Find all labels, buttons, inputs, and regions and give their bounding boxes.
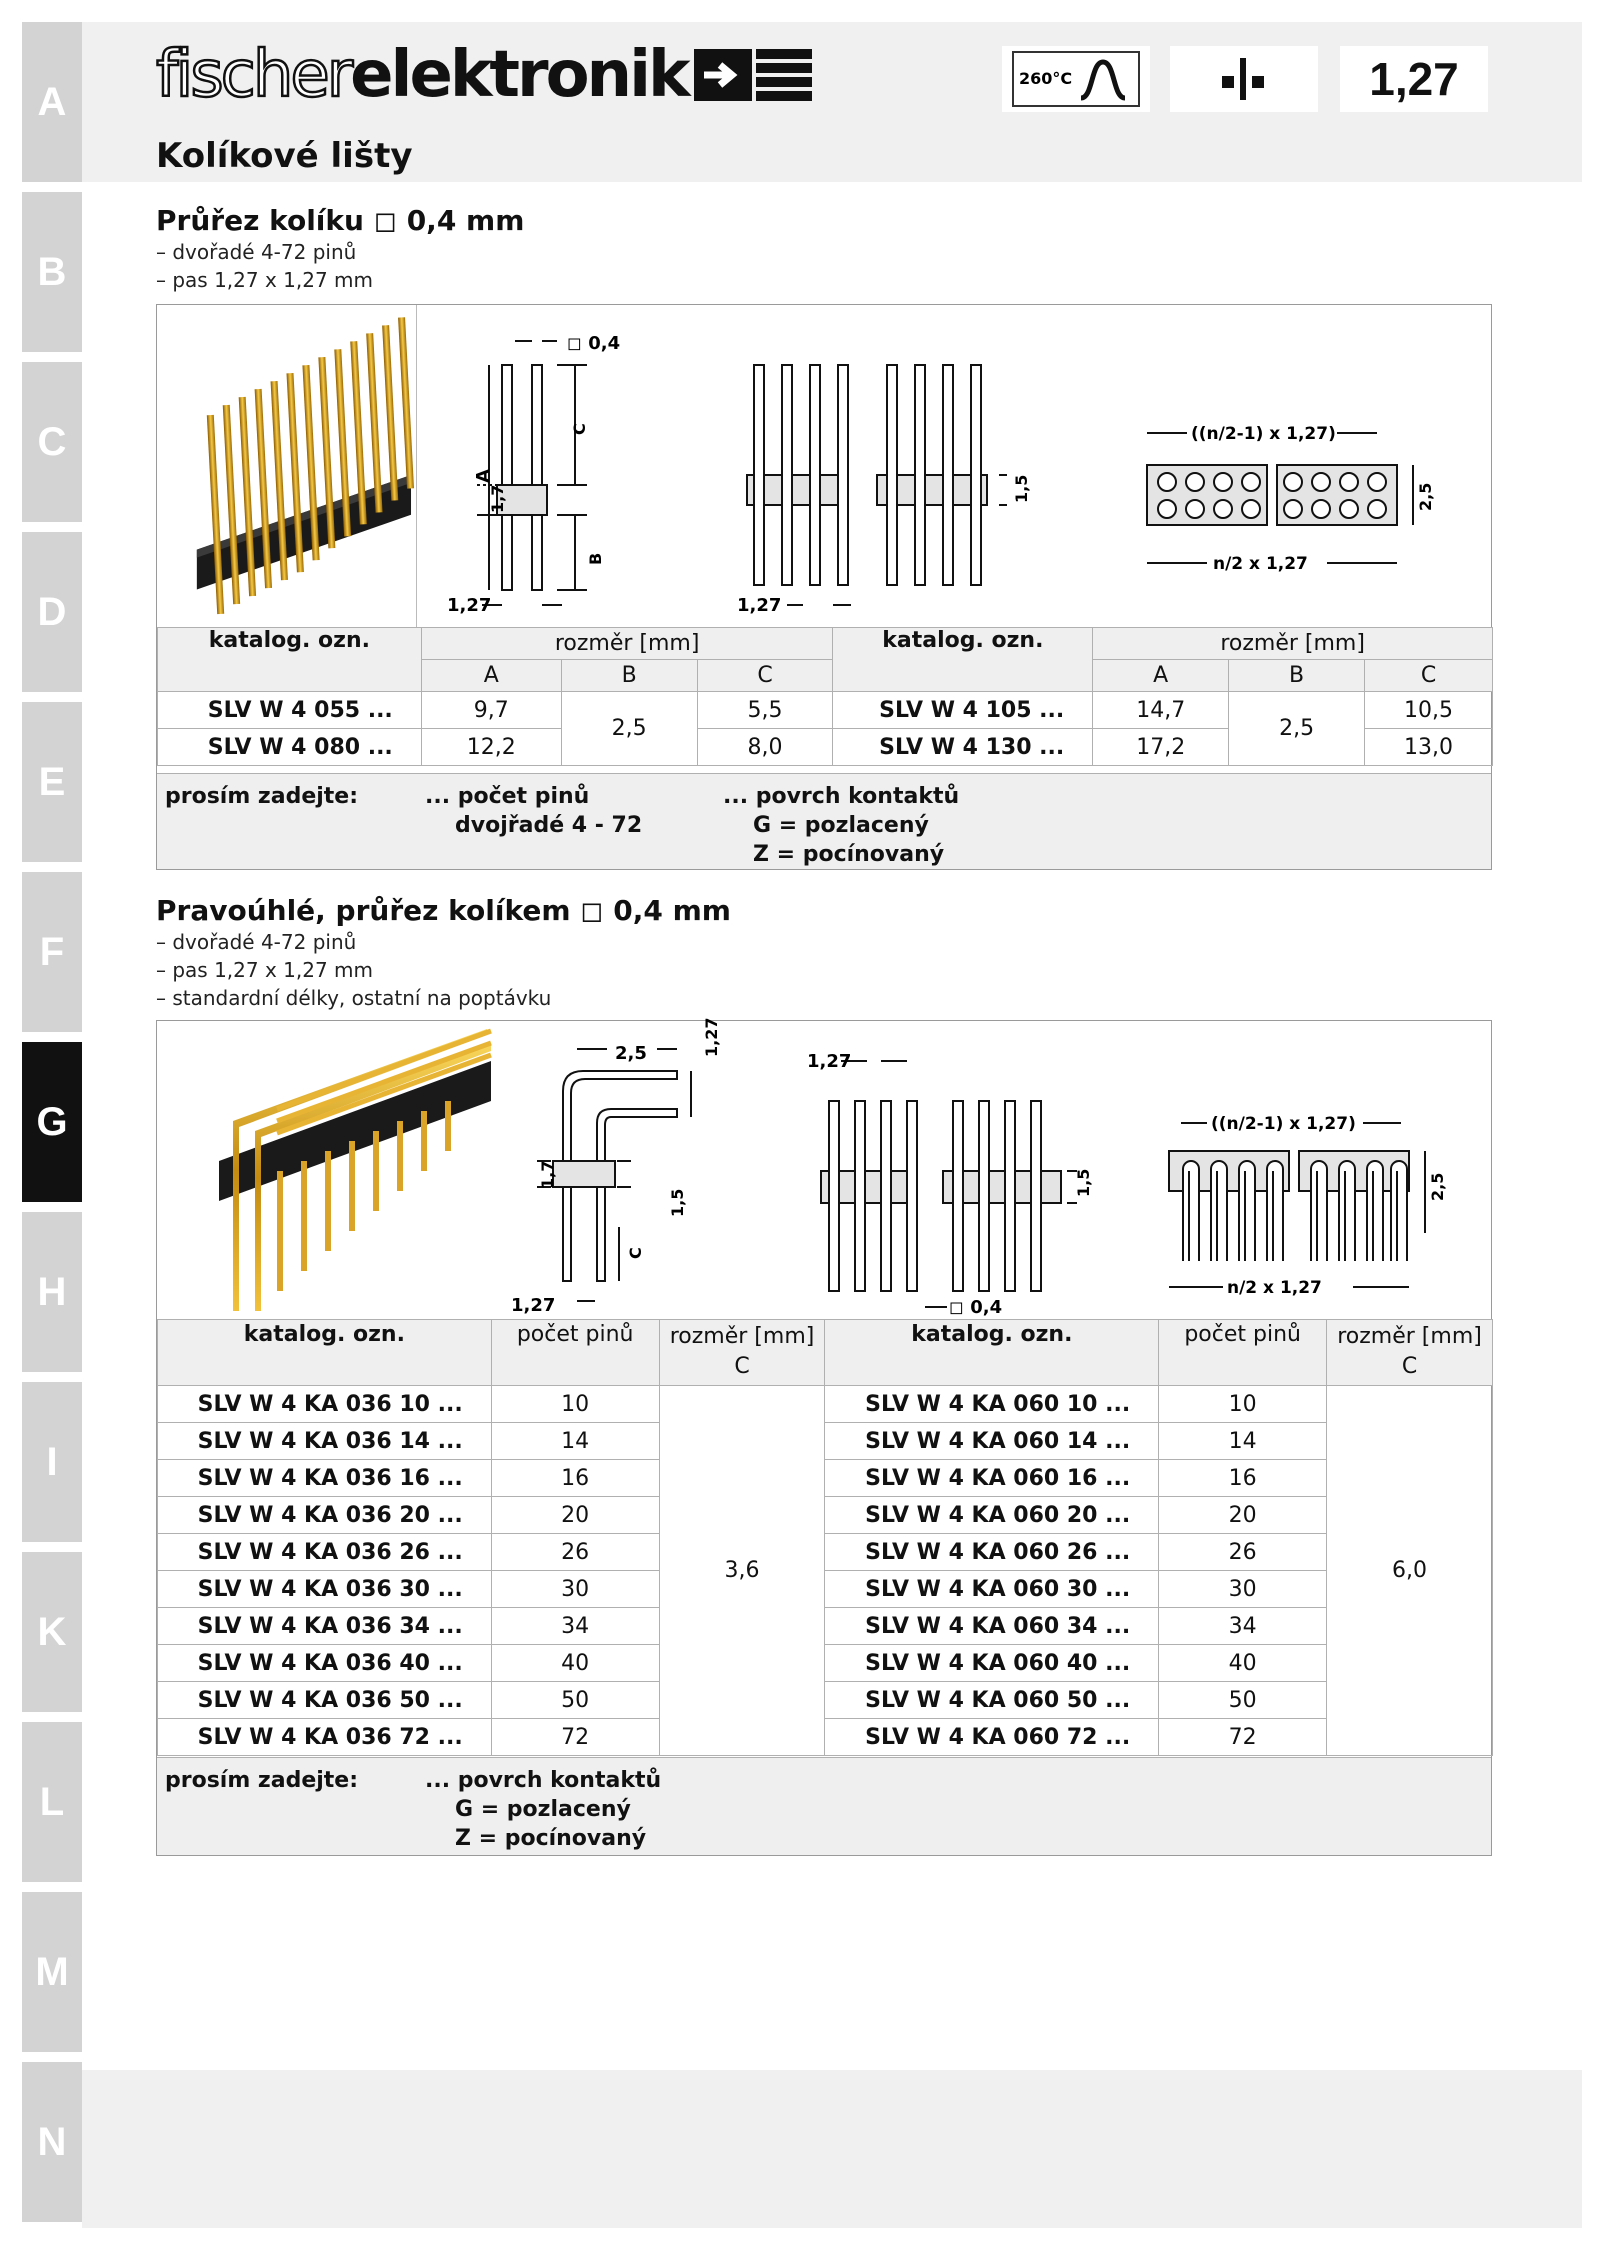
table-row [158,1534,1493,1571]
col-header-b: B [561,660,697,692]
pin-count: 14 [491,1423,659,1460]
mounting-badge [1170,46,1318,112]
table-row [158,1571,1493,1608]
table-row [158,1608,1493,1645]
catalog-number: SLV W 4 KA 060 14 ... [825,1423,1159,1460]
svg-text:260°C: 260°C [1019,69,1073,88]
section1-table [157,627,1493,766]
dim-c-value: 6,0 [1327,1386,1493,1756]
temperature-badge [1002,46,1150,112]
side-tab-k[interactable]: K [22,1552,82,1712]
catalog-number: SLV W 4 KA 036 14 ... [158,1423,492,1460]
depth-label: 2,5 [1416,482,1435,511]
catalog-number: SLV W 4 KA 060 16 ... [825,1460,1159,1497]
table-row [158,1497,1493,1534]
dim-127-vertical-label: 1,27 [702,1017,721,1057]
pitch2-label: 1,27 [737,595,782,616]
catalog-number: SLV W 4 KA 060 30 ... [825,1571,1159,1608]
dim-c-value: 13,0 [1365,729,1493,766]
section2-bullet: – dvořadé 4-72 pinů [156,930,357,954]
pitch-badge [1340,46,1488,112]
catalog-number: SLV W 4 130 ... [833,729,1093,766]
order-note-line: ... povrch kontaktů [425,1768,662,1793]
col-header-dimension [1327,1320,1493,1386]
col-header-catalog: katalog. ozn. [158,628,422,692]
side-tab-g[interactable]: G [22,1042,82,1202]
pin-count: 34 [491,1608,659,1645]
pin-count: 20 [491,1497,659,1534]
col-header-c: C [734,1354,750,1379]
dim-15-label: 1,5 [668,1188,687,1217]
side-tab-m[interactable]: M [22,1892,82,2052]
width-label: n/2 x 1,27 [1213,554,1308,574]
dim-17-label: 1,7 [488,484,507,513]
dim-17-label: 1,7 [538,1160,557,1189]
section2-box [156,1017,1492,1856]
col-header-catalog: katalog. ozn. [833,628,1093,692]
pin-count: 14 [1159,1423,1327,1460]
section1-title: Průřez kolíku ◻ 0,4 mm [156,204,525,237]
col-header-dimension-label: rozměr [mm] [669,1324,815,1349]
catalog-number: SLV W 4 080 ... [158,729,422,766]
col-header-b: B [1229,660,1365,692]
catalog-number: SLV W 4 KA 036 50 ... [158,1682,492,1719]
section2-bullets [156,928,551,1012]
order-note-line: dvojřadé 4 - 72 [455,813,643,838]
side-tab-c[interactable]: C [22,362,82,522]
section2-bullet: – pas 1,27 x 1,27 mm [156,958,374,982]
pin-count: 40 [1159,1645,1327,1682]
side-tab-h[interactable]: H [22,1212,82,1372]
table-row [158,1423,1493,1460]
catalog-number: SLV W 4 KA 060 40 ... [825,1645,1159,1682]
catalog-number: SLV W 4 KA 036 20 ... [158,1497,492,1534]
col-header-dimension [659,1320,825,1386]
col-header-a: A [1093,660,1229,692]
dim-c-value: 8,0 [697,729,833,766]
side-view-drawing [447,325,657,625]
section1-bullets [156,238,373,294]
side-tab-d[interactable]: D [22,532,82,692]
right-angle-header-photo [157,1021,491,1319]
section1-box [156,304,1492,870]
side-tab-a[interactable]: A [22,22,82,182]
side-tab-n[interactable]: N [22,2062,82,2222]
col-header-dimension: rozměr [mm] [421,628,833,660]
catalog-number: SLV W 4 055 ... [158,692,422,729]
table-row [158,1460,1493,1497]
dim-a-value: 14,7 [1093,692,1229,729]
pitch2-label: 1,27 [807,1051,852,1072]
through-hole-icon [1204,54,1284,104]
catalog-number: SLV W 4 KA 036 16 ... [158,1460,492,1497]
col-header-c: C [1401,1354,1418,1379]
pin-count: 30 [1159,1571,1327,1608]
dim-b-label: B [586,552,605,565]
catalog-number: SLV W 4 KA 060 72 ... [825,1719,1159,1756]
table-row [158,692,1493,729]
col-header-dimension-label: rozměr [mm] [1337,1324,1482,1349]
pin-size-label: ◻ 0,4 [567,333,621,354]
order-note-line: ... povrch kontaktů [723,784,960,809]
catalog-number: SLV W 4 KA 036 40 ... [158,1645,492,1682]
brand-light-text: fischer [156,38,351,112]
dim-b-value: 2,5 [561,692,697,766]
dim-a-label: A [473,469,494,483]
pin-count: 50 [491,1682,659,1719]
order-note-surface [425,1766,661,1853]
catalog-number: SLV W 4 KA 060 34 ... [825,1608,1159,1645]
width-label: n/2 x 1,27 [1227,1278,1322,1298]
dim-15b-label: 1,5 [1074,1168,1093,1197]
col-header-c: C [1365,660,1493,692]
col-header-dimension: rozměr [mm] [1093,628,1493,660]
order-note-line: G = pozlacený [455,1797,631,1822]
catalog-number: SLV W 4 KA 036 10 ... [158,1386,492,1423]
order-note-label: prosím zadejte: [165,1768,359,1793]
side-tab-l[interactable]: L [22,1722,82,1882]
catalog-number: SLV W 4 KA 060 10 ... [825,1386,1159,1423]
table-row [158,1682,1493,1719]
side-tab-f[interactable]: F [22,872,82,1032]
section2-table [157,1319,1493,1756]
catalog-number: SLV W 4 KA 060 50 ... [825,1682,1159,1719]
section1-bullet: – dvořadé 4-72 pinů [156,240,357,264]
pin-count: 40 [491,1645,659,1682]
pitch1-label: 1,27 [447,595,492,616]
section2-bullet: – standardní délky, ostatní na poptávku [156,986,552,1010]
section1-order-note [157,773,1491,869]
side-tab-e[interactable]: E [22,702,82,862]
pin-count: 16 [491,1460,659,1497]
side-tab-b[interactable]: B [22,192,82,352]
order-note-label: prosím zadejte: [165,784,359,809]
section2-order-note [157,1757,1491,1855]
span-label: ((n/2-1) x 1,27) [1191,424,1336,444]
catalog-number: SLV W 4 KA 060 20 ... [825,1497,1159,1534]
pitch1-label: 1,27 [511,1295,556,1316]
col-header-a: A [421,660,561,692]
dim-c-label: C [570,423,589,435]
catalog-number: SLV W 4 KA 036 72 ... [158,1719,492,1756]
dim-a-value: 17,2 [1093,729,1229,766]
front-view-drawing [727,345,1031,625]
pin-count: 20 [1159,1497,1327,1534]
pin-count: 10 [491,1386,659,1423]
catalog-number: SLV W 4 KA 036 34 ... [158,1608,492,1645]
side-tab-i[interactable]: I [22,1382,82,1542]
catalog-number: SLV W 4 KA 036 26 ... [158,1534,492,1571]
brand-logo [156,40,814,110]
pin-count: 26 [491,1534,659,1571]
dim-b-value: 2,5 [1229,692,1365,766]
section1-figures [157,305,1491,627]
table-row [158,1719,1493,1756]
dim-c-value: 3,6 [659,1386,825,1756]
pin-count: 30 [491,1571,659,1608]
order-note-line: ... počet pinů [425,784,590,809]
col-header-pins: počet pinů [491,1320,659,1386]
dim-a-value: 9,7 [421,692,561,729]
col-header-c: C [697,660,833,692]
pin-count: 72 [491,1719,659,1756]
dim-15-label: 1,5 [1012,474,1031,503]
order-note-line: Z = pocínovaný [455,1826,647,1851]
pin-count: 16 [1159,1460,1327,1497]
depth-label: 2,5 [1428,1172,1447,1201]
brand-mark-icon [694,47,814,103]
dim-c-label: C [626,1247,645,1259]
dim-c-value: 10,5 [1365,692,1493,729]
pin-size-label: ◻ 0,4 [949,1297,1003,1318]
dim-c-value: 5,5 [697,692,833,729]
pin-count: 10 [1159,1386,1327,1423]
col-header-catalog: katalog. ozn. [825,1320,1159,1386]
right-angle-front-drawing [807,1051,1093,1321]
order-note-surface [723,782,959,869]
right-angle-top-drawing [1157,1101,1457,1321]
order-note-line: Z = pocínovaný [753,842,945,867]
pin-header-photo [157,305,417,627]
dim-25-label: 2,5 [615,1043,647,1064]
section2-title: Pravoúhlé, průřez kolíkem ◻ 0,4 mm [156,894,731,927]
section1-bullet: – pas 1,27 x 1,27 mm [156,268,374,292]
pitch-value: 1,27 [1369,53,1459,105]
span-label: ((n/2-1) x 1,27) [1211,1114,1356,1134]
section2-figures [157,1017,1491,1319]
pin-count: 72 [1159,1719,1327,1756]
pin-count: 50 [1159,1682,1327,1719]
right-angle-side-drawing [507,1017,727,1321]
catalog-number: SLV W 4 KA 036 30 ... [158,1571,492,1608]
top-view-drawing [1127,405,1435,605]
brand-bold-text: elektronik [350,38,688,112]
catalog-number: SLV W 4 105 ... [833,692,1093,729]
catalog-number: SLV W 4 KA 060 26 ... [825,1534,1159,1571]
col-header-pins: počet pinů [1159,1320,1327,1386]
col-header-catalog: katalog. ozn. [158,1320,492,1386]
dim-a-value: 12,2 [421,729,561,766]
order-note-pins [425,782,642,840]
page-title: Kolíkové lišty [156,136,413,176]
table-row [158,1645,1493,1682]
reflow-temperature-icon [1011,50,1141,108]
pin-count: 34 [1159,1608,1327,1645]
table-row [158,1386,1493,1423]
order-note-line: G = pozlacený [753,813,929,838]
pin-count: 26 [1159,1534,1327,1571]
